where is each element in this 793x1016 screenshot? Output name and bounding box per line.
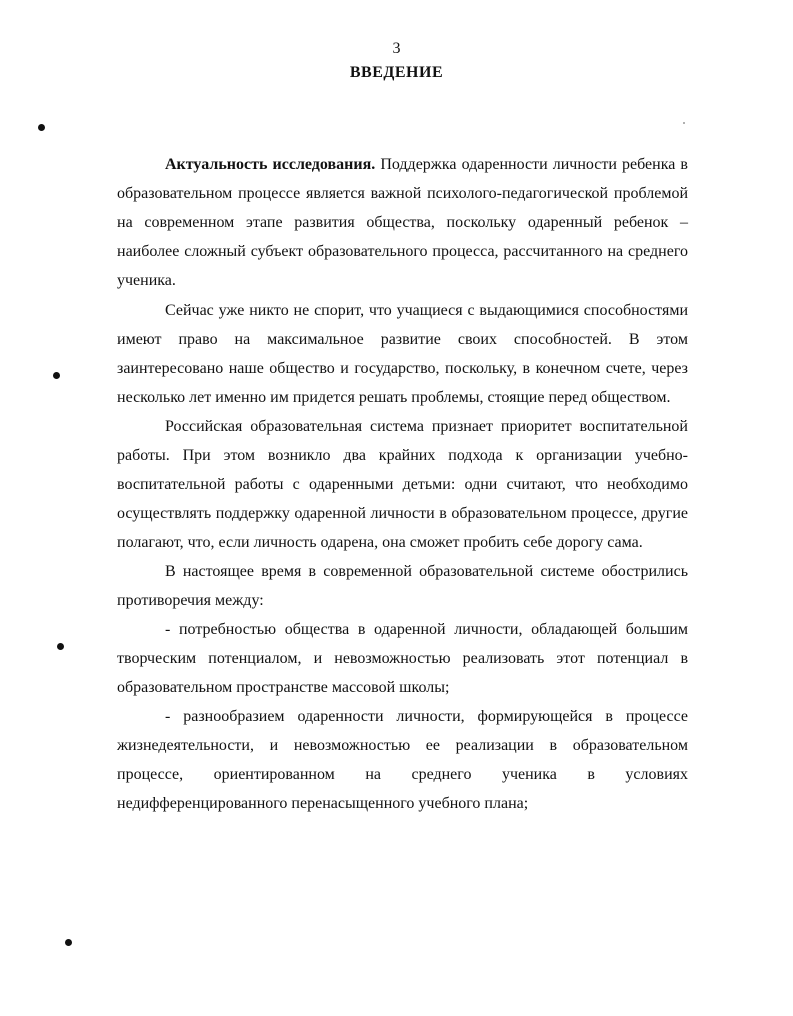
paragraph-5: - потребностью общества в одаренной личности, обладающей большим творческим потенциалом, и невозможностью реализовать этот потенциал в образовательном пространстве массовой школы; [117,621,688,696]
binder-hole-mark-1 [38,124,45,131]
scan-speck [683,122,685,124]
body-text [117,150,688,818]
paragraph-lead: Актуальность исследования. [165,156,376,173]
paragraph-text: Поддержка одаренности личности ребенка в образовательном процессе является важной психолого-педагогической проблемой на современном этапе развития общества, поскольку одаренный ребенок – наиболее сложный субъект образовательного процесса, рассчитанного на среднего ученика. [117,156,688,289]
page-title: ВВЕДЕНИЕ [349,64,444,81]
binder-hole-mark-2 [53,372,60,379]
paragraph-3: Российская образовательная система признает приоритет воспитательной работы. При этом возникло два крайних подхода к организации учебно-воспитательной работы с одаренными детьми: одни считают, что необходимо осуществлять поддержку одаренной личности в образовательном процессе, другие полагают, что, если личность одарена, она сможет пробить себе дорогу сама. [117,418,688,551]
paragraph-relevance [117,150,688,295]
binder-hole-mark-3 [57,643,64,650]
paragraph-6: - разнообразием одаренности личности, формирующейся в процессе жизнедеятельности, и невозможностью ее реализации в образовательном процессе, ориентированном на среднего ученика в условиях недифференцированного перенасыщенного учебного плана; [117,708,688,812]
page-number: 3 [392,40,401,57]
paragraph-2: Сейчас уже никто не спорит, что учащиеся с выдающимися способностями имеют право на максимальное развитие своих способностей. В этом заинтересовано наше общество и государство, поскольку, в конечном счете, через несколько лет именно им придется решать проблемы, стоящие перед обществом. [117,302,688,406]
paragraph-4: В настоящее время в современной образовательной системе обострились противоречия между: [117,563,688,609]
binder-hole-mark-4 [65,939,72,946]
